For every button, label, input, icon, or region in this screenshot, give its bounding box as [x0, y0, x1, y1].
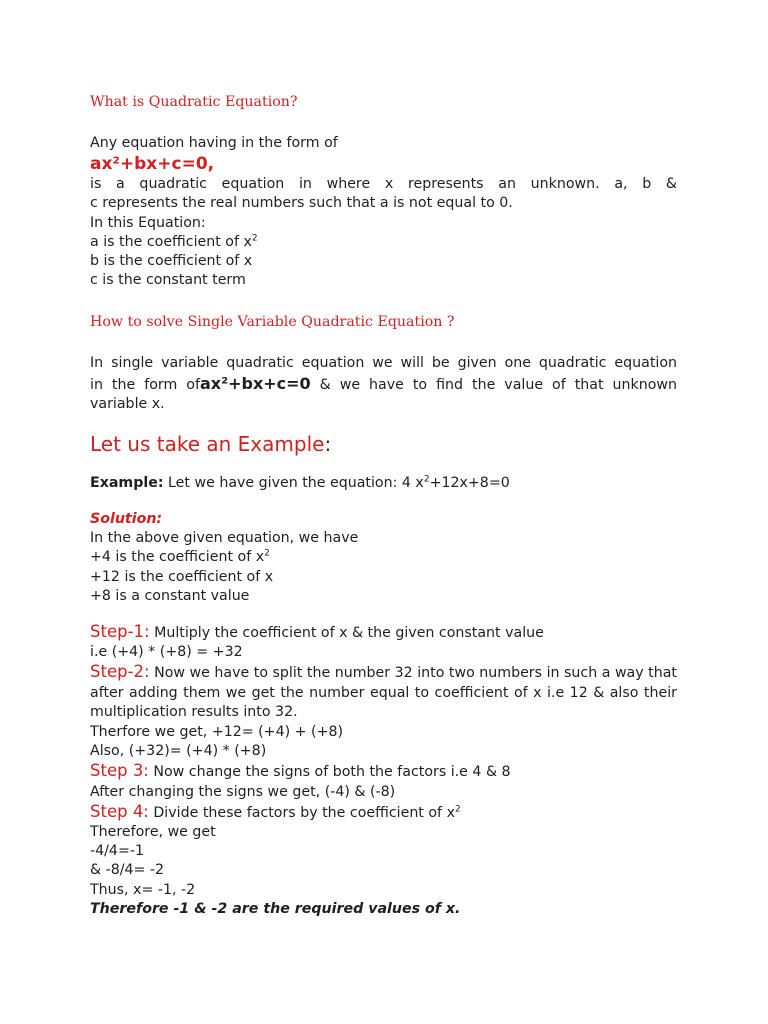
coefficient-b: b is the coefficient of x	[90, 253, 253, 270]
step-4-text: Divide these factors by the coefficient of x	[148, 804, 455, 821]
step-4	[90, 802, 677, 823]
step-4-line-2: Therefore, we get	[90, 823, 216, 840]
intro-text: Any equation having in the form of	[90, 135, 338, 151]
conclusion: Therefore -1 & -2 are the required values of x.	[90, 900, 461, 917]
in-this-equation: In this Equation:	[90, 214, 206, 231]
example-heading-text: Let us take an Example	[90, 432, 325, 457]
step-1-text: Multiply the coefficient of x & the given constant value	[149, 625, 544, 642]
document-body	[90, 92, 677, 919]
step-4-line-5: Thus, x= -1, -2	[90, 881, 196, 898]
heading-how-to-solve: How to solve Single Variable Quadratic Equation ?	[90, 314, 455, 331]
solution-line-2	[90, 548, 677, 567]
coefficient-a	[90, 233, 677, 252]
superscript-2: 2	[454, 804, 461, 815]
paragraph-line-2	[90, 374, 677, 395]
step-3-text: Now change the signs of both the factors i.e 4 & 8	[148, 764, 511, 781]
constant-c: c is the constant term	[90, 272, 246, 289]
step-3-label: Step 3:	[90, 761, 149, 781]
step-1-label: Step-1:	[90, 622, 150, 642]
step-2	[90, 662, 677, 723]
solution-label: Solution:	[90, 511, 163, 528]
superscript-2: 2	[423, 474, 430, 485]
step-1	[90, 622, 677, 643]
definition-line-1: is a quadratic equation in where x represents an unknown. a, b &	[90, 176, 677, 193]
solution-line-4: +8 is a constant value	[90, 587, 250, 604]
example-text-end: +12x+8=0	[429, 475, 510, 492]
step-2-label: Step-2:	[90, 662, 150, 682]
paragraph-equation: ax²+bx+c=0	[199, 373, 311, 393]
paragraph-line-1: In single variable quadratic equation we will be given one quadratic equation	[90, 355, 677, 372]
equation-display: ax²+bx+c=0,	[90, 154, 215, 175]
example-label: Example:	[90, 475, 164, 492]
superscript-2: 2	[264, 548, 270, 559]
solution-line-2-text: +4 is the coefficient of x	[90, 549, 265, 566]
example-text: Let we have given the equation: 4 x	[163, 475, 424, 492]
paragraph-line-2-pre: in the form of	[90, 376, 200, 393]
step-3-line-2: After changing the signs we get, (-4) & (-8)	[90, 783, 396, 800]
solution-line-1: In the above given equation, we have	[90, 530, 359, 547]
solution-line-3: +12 is the coefficient of x	[90, 568, 274, 585]
step-2-text: Now we have to split the number 32 into two numbers in such a way that after adding them we get the number equal to coefficient of x i.e 12 & also their multiplication results into 32.	[90, 665, 677, 721]
heading-what-is-quadratic: What is Quadratic Equation?	[90, 94, 298, 110]
step-4-line-3: -4/4=-1	[90, 843, 144, 860]
step-2-line-5: Also, (+32)= (+4) * (+8)	[90, 743, 267, 760]
example-line	[90, 474, 677, 493]
paragraph-line-2-post: & we have to find the value of that unknown	[310, 376, 677, 393]
step-4-label: Step 4:	[90, 801, 149, 821]
step-3	[90, 761, 677, 782]
definition-line-2: c represents the real numbers such that a is not equal to 0.	[90, 195, 513, 212]
step-1-line-2: i.e (+4) * (+8) = +32	[90, 644, 243, 661]
example-heading-colon: :	[324, 432, 332, 457]
coefficient-a-text: a is the coefficient of x	[90, 233, 252, 250]
paragraph-line-3: variable x.	[90, 395, 165, 412]
superscript-2: 2	[251, 233, 258, 244]
step-2-line-4: Therfore we get, +12= (+4) + (+8)	[90, 723, 344, 740]
example-heading	[90, 430, 677, 458]
step-4-line-4: & -8/4= -2	[90, 862, 165, 879]
